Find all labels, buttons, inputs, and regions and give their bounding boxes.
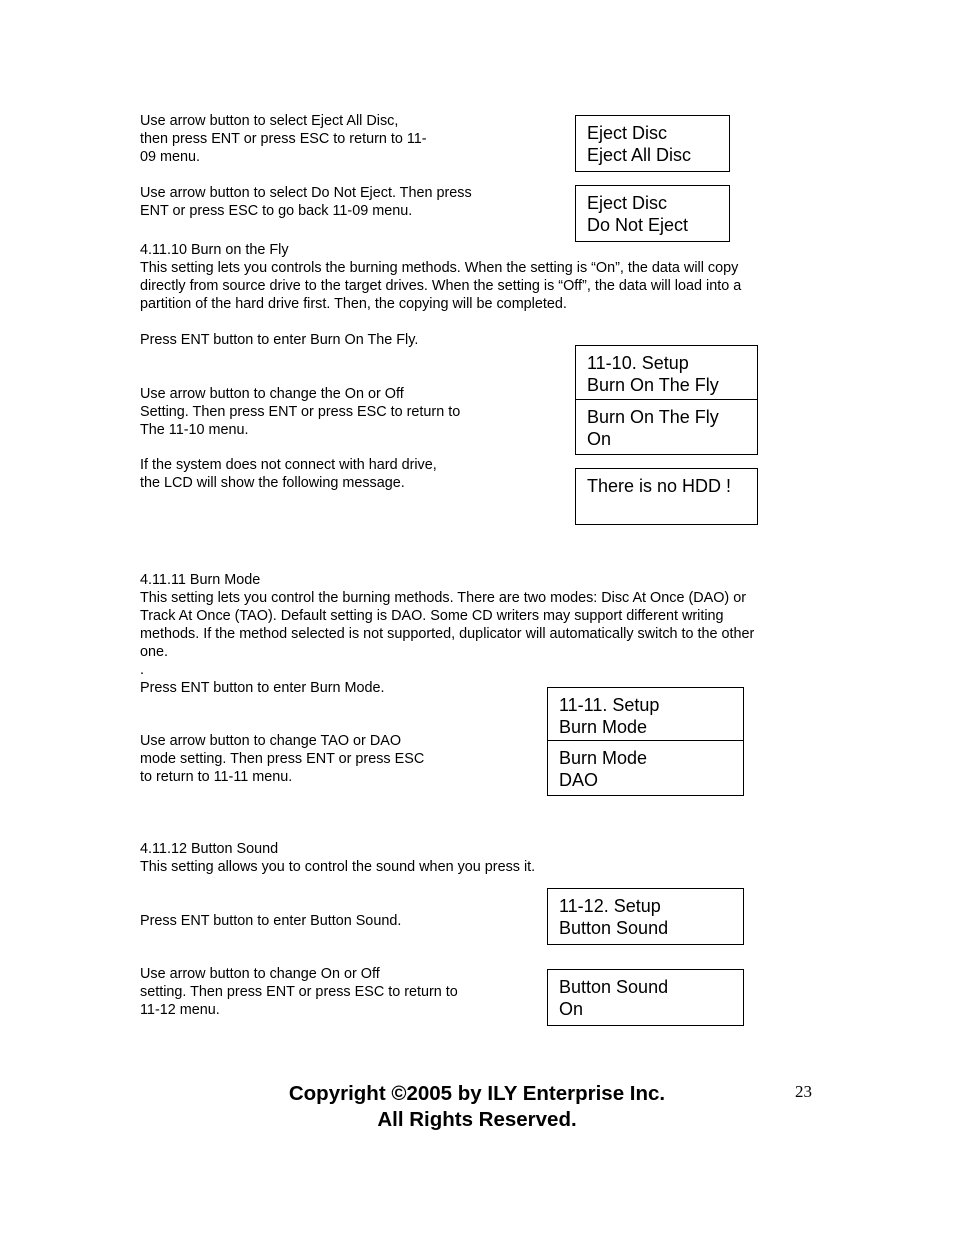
instruction-enter-button-sound: Press ENT button to enter Button Sound. bbox=[140, 913, 402, 929]
instruction-change-burn-on-the-fly: Use arrow button to change the On or Off Setting. Then press ENT or press ESC to return to The 11-10 menu. bbox=[140, 386, 461, 438]
lcd-eject-all bbox=[575, 115, 730, 172]
lcd-menu-title: 11-10. Setup Burn On The Fly bbox=[587, 353, 719, 395]
lcd-text: Eject Disc Do Not Eject bbox=[587, 193, 689, 235]
lcd-menu-value: Burn On The Fly On bbox=[576, 399, 757, 454]
footer-rights: All Rights Reserved. bbox=[377, 1108, 577, 1131]
page-number: 23 bbox=[795, 1082, 812, 1101]
lcd-text: 11-12. Setup Button Sound bbox=[559, 896, 669, 938]
section-heading-burn-mode: 4.11.11 Burn Mode bbox=[140, 572, 261, 588]
lcd-do-not-eject bbox=[575, 185, 730, 242]
instruction-enter-burn-on-the-fly: Press ENT button to enter Burn On The Fly. bbox=[140, 332, 419, 348]
lcd-button-sound-value bbox=[547, 969, 744, 1026]
section-heading-button-sound: 4.11.12 Button Sound bbox=[140, 841, 279, 857]
lcd-text: Eject Disc Eject All Disc bbox=[587, 123, 692, 165]
instruction-enter-burn-mode: Press ENT button to enter Burn Mode. bbox=[140, 680, 385, 696]
section-heading-burn-on-the-fly: 4.11.10 Burn on the Fly bbox=[140, 242, 289, 258]
instruction-no-hdd: If the system does not connect with hard drive, the LCD will show the following message. bbox=[140, 457, 437, 491]
instruction-do-not-eject: Use arrow button to select Do Not Eject. Then press ENT or press ESC to go back 11-09 menu. bbox=[140, 185, 472, 219]
paragraph-burn-mode: This setting lets you control the burning methods. There are two modes: Disc At Once (DAO) or Track At Once (TAO). Default setting is DAO. Some CD writers may support different writing methods. If the method selected is not supported, duplicator will automatically switch to the other one. . bbox=[140, 590, 755, 678]
instruction-eject-all: Use arrow button to select Eject All Disc, then press ENT or press ESC to return to 11- 09 menu. bbox=[140, 113, 427, 165]
lcd-text: Button Sound On bbox=[559, 977, 669, 1019]
footer-copyright: Copyright ©2005 by ILY Enterprise Inc. bbox=[288, 1082, 666, 1105]
lcd-button-sound-menu bbox=[547, 888, 744, 945]
lcd-text: There is no HDD ! bbox=[587, 476, 732, 496]
instruction-change-burn-mode: Use arrow button to change TAO or DAO mode setting. Then press ENT or press ESC to return to 11-11 menu. bbox=[140, 733, 425, 785]
lcd-menu-title: 11-11. Setup Burn Mode bbox=[559, 695, 660, 737]
paragraph-button-sound: This setting allows you to control the sound when you press it. bbox=[140, 859, 536, 875]
lcd-menu-value: Burn Mode DAO bbox=[548, 740, 743, 795]
instruction-change-button-sound: Use arrow button to change On or Off setting. Then press ENT or press ESC to return to 11-12 menu. bbox=[140, 966, 458, 1018]
paragraph-burn-on-the-fly: This setting lets you controls the burning methods. When the setting is “On”, the data will copy directly from source drive to the target drives. When the setting is “Off”, the data will load into a partition of the hard drive first. Then, the copying will be completed. bbox=[140, 260, 742, 312]
lcd-burn-on-the-fly bbox=[575, 345, 758, 455]
lcd-no-hdd bbox=[575, 468, 758, 525]
lcd-burn-mode bbox=[547, 687, 744, 796]
